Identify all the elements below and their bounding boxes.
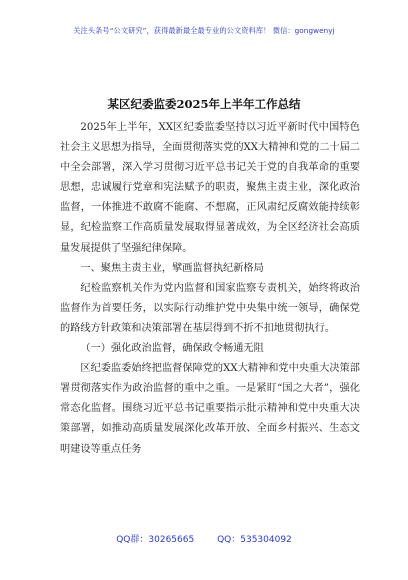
section-heading-1: 一、聚焦主责主业，擘画监督执纪新格局 bbox=[80, 262, 264, 274]
qq-number: QQ：535304092 bbox=[217, 535, 292, 545]
section-1-paragraph: 纪检监察机关作为党内监督和国家监察专责机关，始终将政治监督作为首要任务，以实际行动维护党中央集中统一领导，确保党的路线方针政策和决策部署在基层得到不折不扣地贯彻执行。 bbox=[60, 282, 360, 334]
promo-banner: 关注头条号“公文研究”，获得最新最全最专业的公文资料库！ 微信：gongwenyj bbox=[73, 26, 335, 35]
footer-contact bbox=[0, 532, 408, 545]
qq-group: QQ群：30265665 bbox=[116, 535, 195, 545]
document-body bbox=[60, 118, 360, 460]
subsection-heading-1: （一）强化政治监督，确保政令畅通无阻 bbox=[80, 343, 264, 355]
subsection-1-paragraph: 区纪委监委始终把监督保障党的XX大精神和党中央重大决策部署贯彻落实作为政治监督的重中之重。一是紧盯“国之大者”，强化常态化监督。围绕习近平总书记重要指示批示精神和党中央重大决策部署，如推动高质量发展深化改革开放、全面乡村振兴、生态文明建设等重点任务 bbox=[60, 363, 360, 455]
document-title: 某区纪委监委2025年上半年工作总结 bbox=[107, 97, 301, 111]
intro-paragraph: 2025年上半年，XX区纪委监委坚持以习近平新时代中国特色社会主义思想为指导，全面贯彻落实党的XX大精神和党的二十届二中全会部署，深入学习贯彻习近平总书记关于党的自我革命的重要思想，忠诚履行党章和宪法赋予的职责，聚焦主责主业，深化政治监督，一体推进不敢腐不能腐、不想腐，正风肃纪反腐效能持续彰显，纪检监察工作高质量发展取得显著成效，为全区经济社会高质量发展提供了坚强纪律保障。 bbox=[60, 122, 360, 254]
